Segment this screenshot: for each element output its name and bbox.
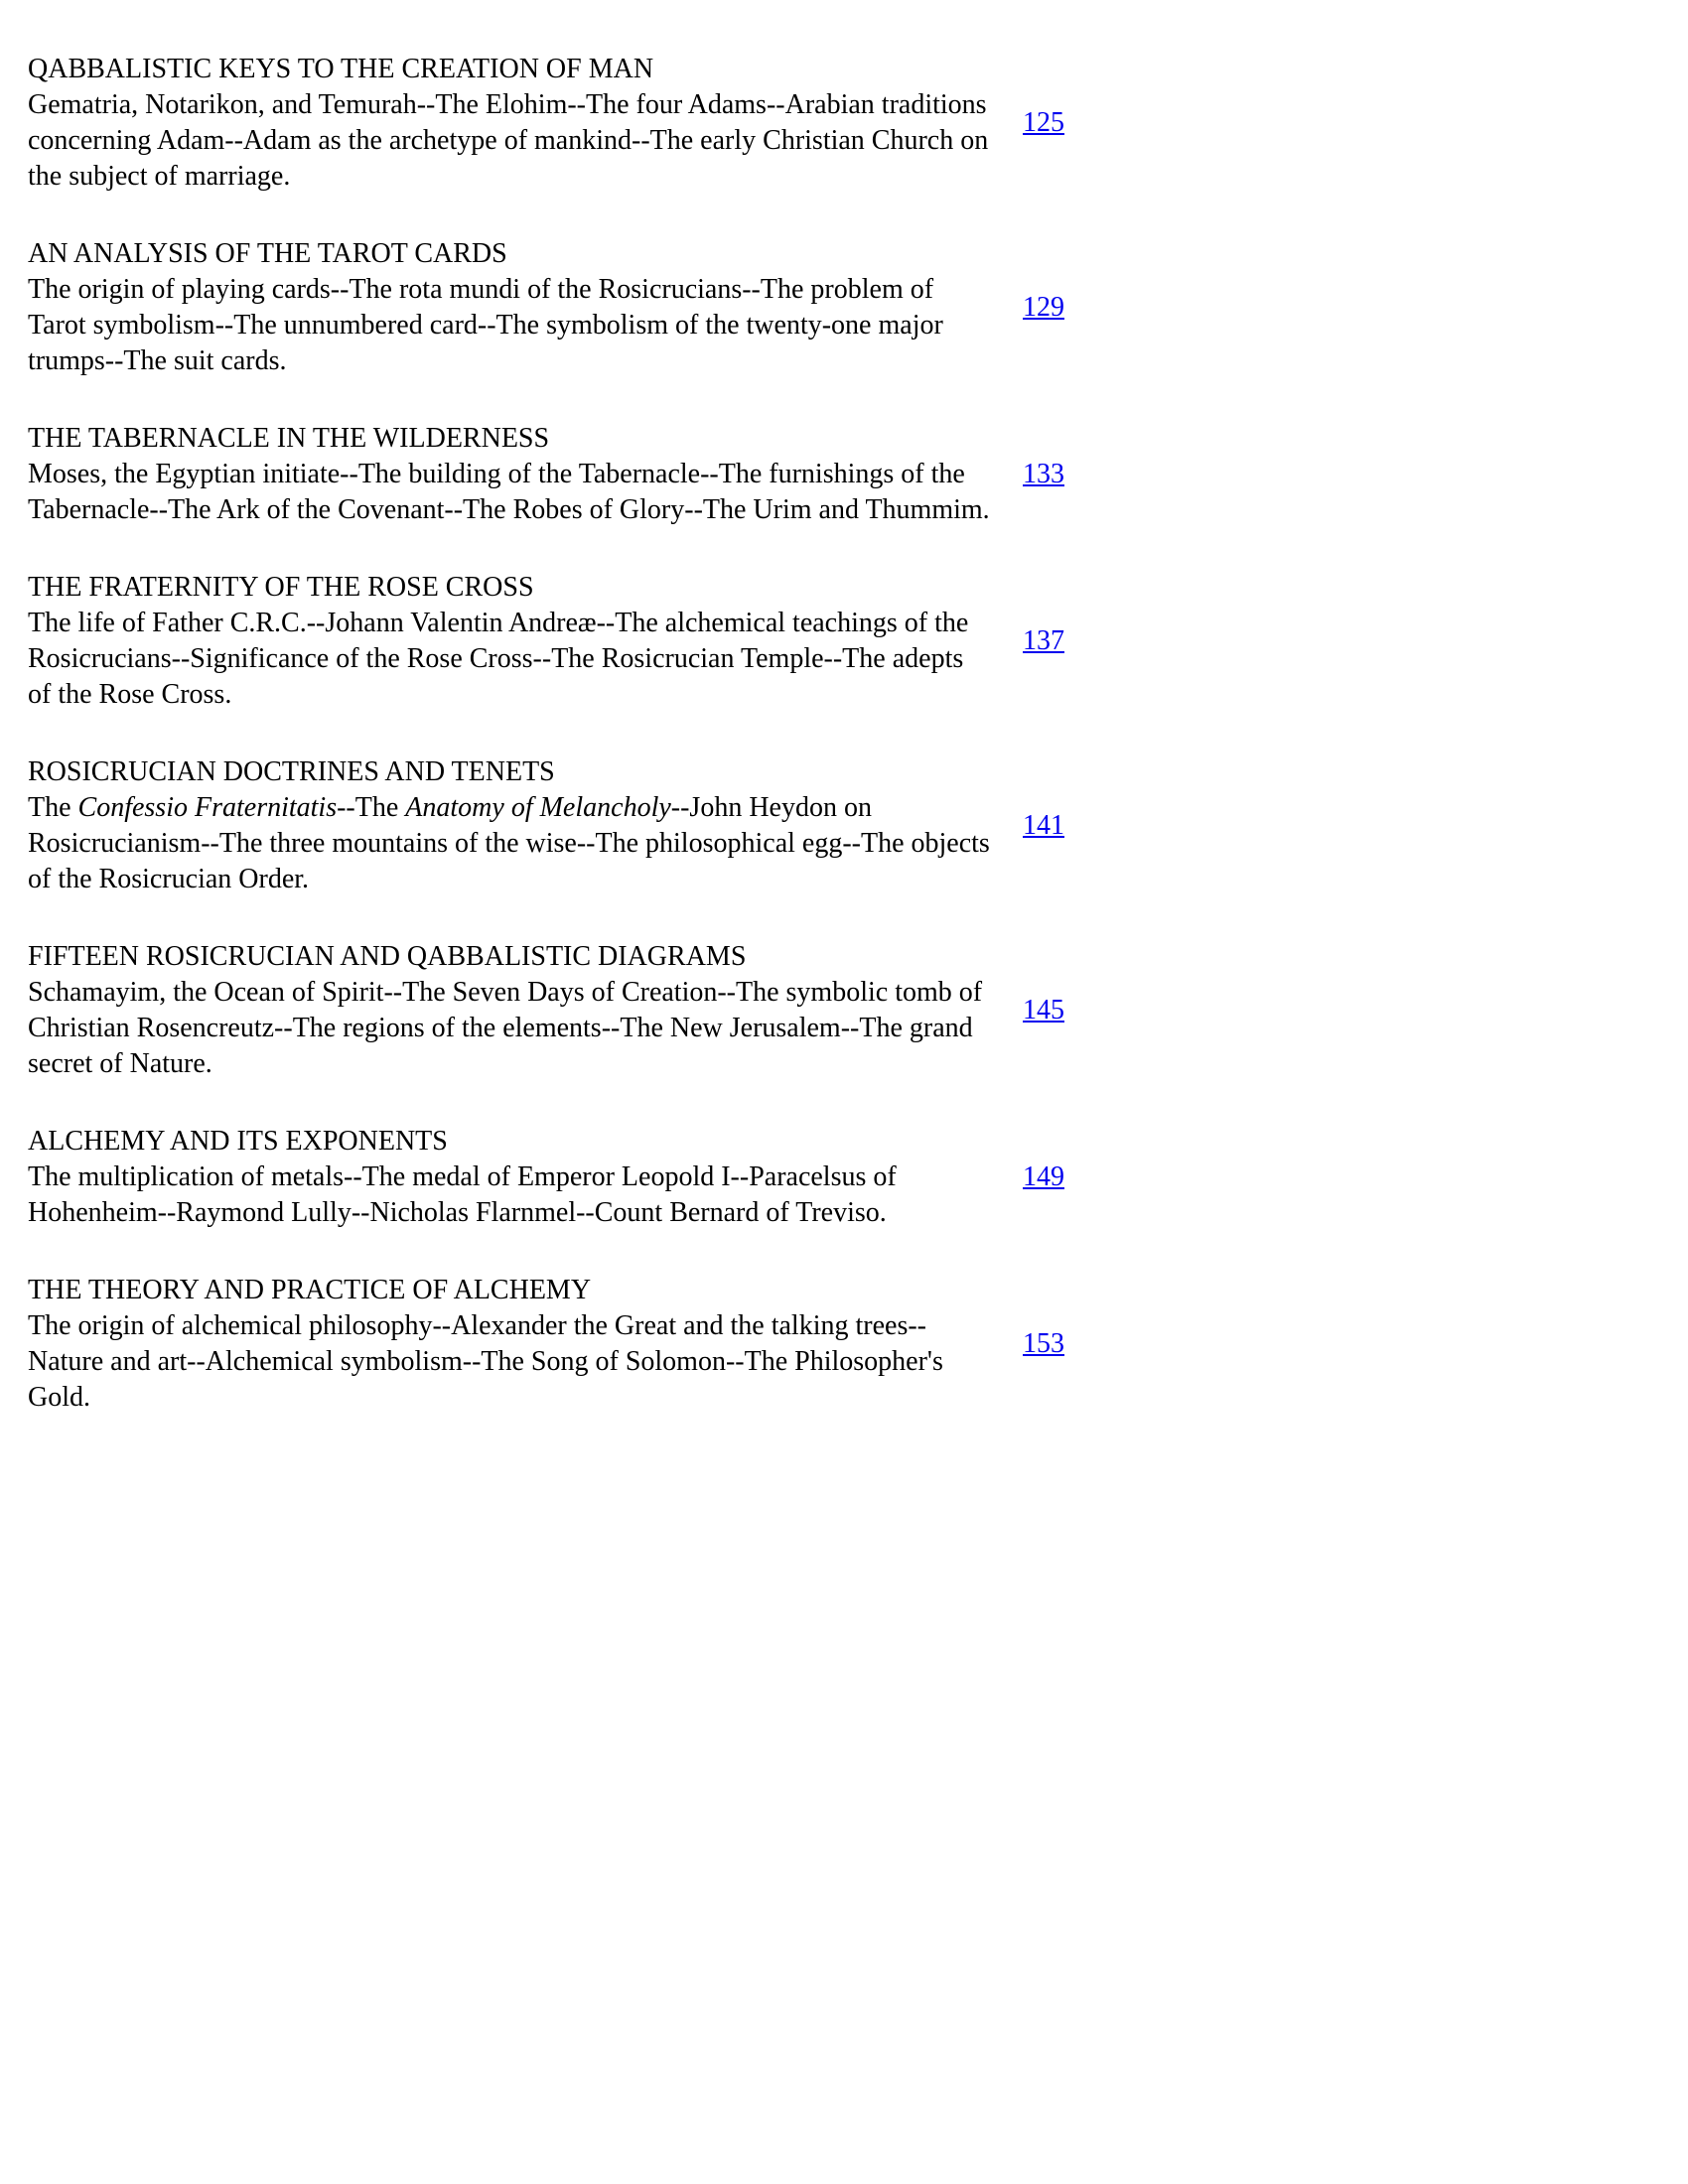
chapter-description: The origin of alchemical philosophy--Alexander the Great and the talking trees--Nature and art--Alchemical symbolism--The Song of Solomon--The Philosopher's Gold.	[28, 1310, 943, 1413]
entry-text	[28, 236, 993, 379]
entry-text	[28, 421, 993, 528]
page-number-link[interactable]: 141	[1023, 810, 1064, 841]
entry-page-cell	[993, 1160, 1064, 1195]
chapter-title: QABBALISTIC KEYS TO THE CREATION OF MAN	[28, 54, 654, 84]
toc-entry	[28, 1273, 1064, 1416]
toc-entry	[28, 754, 1064, 897]
toc-entry	[28, 939, 1064, 1082]
page-number-link[interactable]: 153	[1023, 1328, 1064, 1359]
entry-page-cell	[993, 290, 1064, 326]
entry-text	[28, 1273, 993, 1416]
chapter-title: THE FRATERNITY OF THE ROSE CROSS	[28, 572, 534, 603]
toc-entry	[28, 236, 1064, 379]
chapter-description: Moses, the Egyptian initiate--The building of the Tabernacle--The furnishings of the Tabernacle--The Ark of the Covenant--The Robes of Glory--The Urim and Thummim.	[28, 459, 990, 525]
entry-page-cell	[993, 1326, 1064, 1362]
chapter-title: THE TABERNACLE IN THE WILDERNESS	[28, 423, 550, 454]
entry-page-cell	[993, 808, 1064, 844]
chapter-title: THE THEORY AND PRACTICE OF ALCHEMY	[28, 1275, 592, 1305]
entry-text	[28, 1124, 993, 1231]
chapter-title: ALCHEMY AND ITS EXPONENTS	[28, 1126, 448, 1157]
entry-page-cell	[993, 457, 1064, 492]
entry-text	[28, 570, 993, 713]
table-of-contents	[28, 52, 1064, 1416]
entry-page-cell	[993, 623, 1064, 659]
entry-page-cell	[993, 105, 1064, 141]
page-number-link[interactable]: 129	[1023, 292, 1064, 323]
page-number-link[interactable]: 149	[1023, 1161, 1064, 1192]
chapter-title: FIFTEEN ROSICRUCIAN AND QABBALISTIC DIAGRAMS	[28, 941, 747, 972]
entry-page-cell	[993, 993, 1064, 1028]
entry-text	[28, 939, 993, 1082]
chapter-description: The Confessio Fraternitatis--The Anatomy of Melancholy--John Heydon on Rosicrucianism--The three mountains of the wise--The philosophical egg--The objects of the Rosicrucian Order.	[28, 792, 990, 894]
entry-text	[28, 754, 993, 897]
chapter-description: The origin of playing cards--The rota mundi of the Rosicrucians--The problem of Tarot symbolism--The unnumbered card--The symbolism of the twenty-one major trumps--The suit cards.	[28, 274, 943, 376]
page-number-link[interactable]: 125	[1023, 107, 1064, 138]
chapter-description: The multiplication of metals--The medal of Emperor Leopold I--Paracelsus of Hohenheim--Raymond Lully--Nicholas Flarnmel--Count Bernard of Treviso.	[28, 1161, 897, 1228]
entry-text	[28, 52, 993, 195]
toc-entry	[28, 570, 1064, 713]
chapter-title: AN ANALYSIS OF THE TAROT CARDS	[28, 238, 507, 269]
toc-entry	[28, 52, 1064, 195]
chapter-description: Schamayim, the Ocean of Spirit--The Seven Days of Creation--The symbolic tomb of Christian Rosencreutz--The regions of the elements--The New Jerusalem--The grand secret of Nature.	[28, 977, 983, 1079]
chapter-title: ROSICRUCIAN DOCTRINES AND TENETS	[28, 756, 555, 787]
chapter-description: Gematria, Notarikon, and Temurah--The Elohim--The four Adams--Arabian traditions concerning Adam--Adam as the archetype of mankind--The early Christian Church on the subject of marriage.	[28, 89, 989, 192]
toc-entry	[28, 421, 1064, 528]
page-number-link[interactable]: 133	[1023, 459, 1064, 489]
page-number-link[interactable]: 145	[1023, 995, 1064, 1025]
chapter-description: The life of Father C.R.C.--Johann Valentin Andreæ--The alchemical teachings of the Rosicrucians--Significance of the Rose Cross--The Rosicrucian Temple--The adepts of the Rose Cross.	[28, 608, 969, 710]
page-number-link[interactable]: 137	[1023, 625, 1064, 656]
toc-entry	[28, 1124, 1064, 1231]
